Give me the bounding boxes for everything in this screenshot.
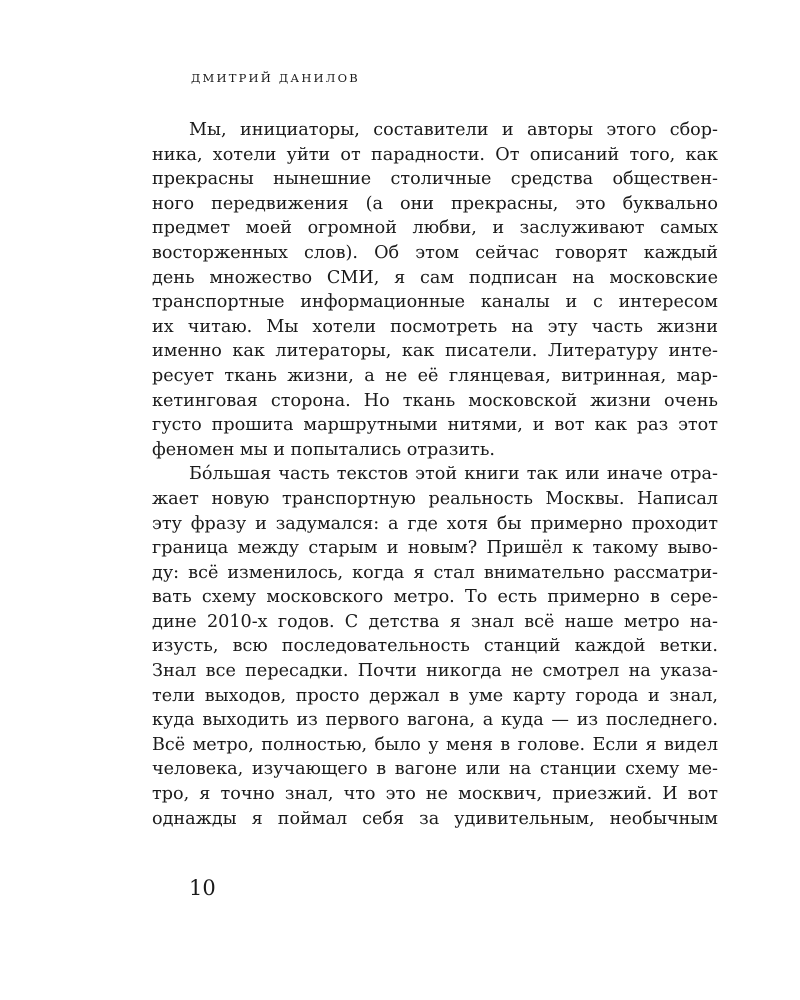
text-line: предмет моей огромной любви, и заслуживают самых <box>152 218 718 239</box>
text-line: Бóльшая часть текстов этой книги так или иначе отра- <box>189 464 718 485</box>
text-line: феномен мы и попытались отразить. <box>152 439 496 460</box>
text-line: восторженных слов). Об этом сейчас говорят каждый <box>152 242 718 263</box>
text-line: ресует ткань жизни, а не её глянцевая, витринная, мар- <box>152 365 718 386</box>
text-line: густо прошита маршрутными нитями, и вот как раз этот <box>152 415 718 436</box>
text-line: человека, изучающего в вагоне или на станции схему ме- <box>152 759 718 780</box>
text-line: Всё метро, полностью, было у меня в голове. Если я видел <box>152 734 718 755</box>
text-line: ного передвижения (а они прекрасны, это буквально <box>152 193 718 214</box>
text-line: Знал все пересадки. Почти никогда не смотрел на указа- <box>152 661 718 682</box>
text-line: ника, хотели уйти от парадности. От описаний того, как <box>152 144 718 165</box>
text-line: прекрасны нынешние столичные средства обществен- <box>152 169 718 190</box>
text-line: изусть, всю последовательность станций каждой ветки. <box>152 636 718 657</box>
text-line: жает новую транспортную реальность Москвы. Написал <box>152 488 718 509</box>
page-number: 10 <box>189 876 216 900</box>
paragraph-1 <box>152 118 718 462</box>
text-line: тро, я точно знал, что это не москвич, приезжий. И вот <box>152 784 718 805</box>
text-line: день множество СМИ, я сам подписан на московские <box>152 267 718 288</box>
body-text <box>152 118 718 831</box>
text-line: граница между старым и новым? Пришёл к такому выво- <box>152 538 718 559</box>
text-line: куда выходить из первого вагона, а куда — из последнего. <box>152 710 718 731</box>
text-line: эту фразу и задумался: а где хотя бы примерно проходит <box>152 513 718 534</box>
text-line: именно как литераторы, как писатели. Литературу инте- <box>152 341 718 362</box>
text-line: дине 2010-х годов. С детства я знал всё наше метро на- <box>152 611 718 632</box>
paragraph-2 <box>152 462 718 831</box>
text-line: транспортные информационные каналы и с интересом <box>152 292 718 313</box>
text-line: кетинговая сторона. Но ткань московской жизни очень <box>152 390 718 411</box>
text-line: Мы, инициаторы, составители и авторы этого сбор- <box>189 120 718 140</box>
text-line: вать схему московского метро. То есть примерно в сере- <box>152 587 718 608</box>
text-line: однажды я поймал себя за удивительным, необычным <box>152 808 718 829</box>
text-line: ду: всё изменилось, когда я стал внимательно рассматри- <box>152 562 718 583</box>
text-line: тели выходов, просто держал в уме карту города и знал, <box>152 685 718 706</box>
running-head: ДМИТРИЙ ДАНИЛОВ <box>191 71 360 85</box>
text-line: их читаю. Мы хотели посмотреть на эту часть жизни <box>152 316 718 337</box>
